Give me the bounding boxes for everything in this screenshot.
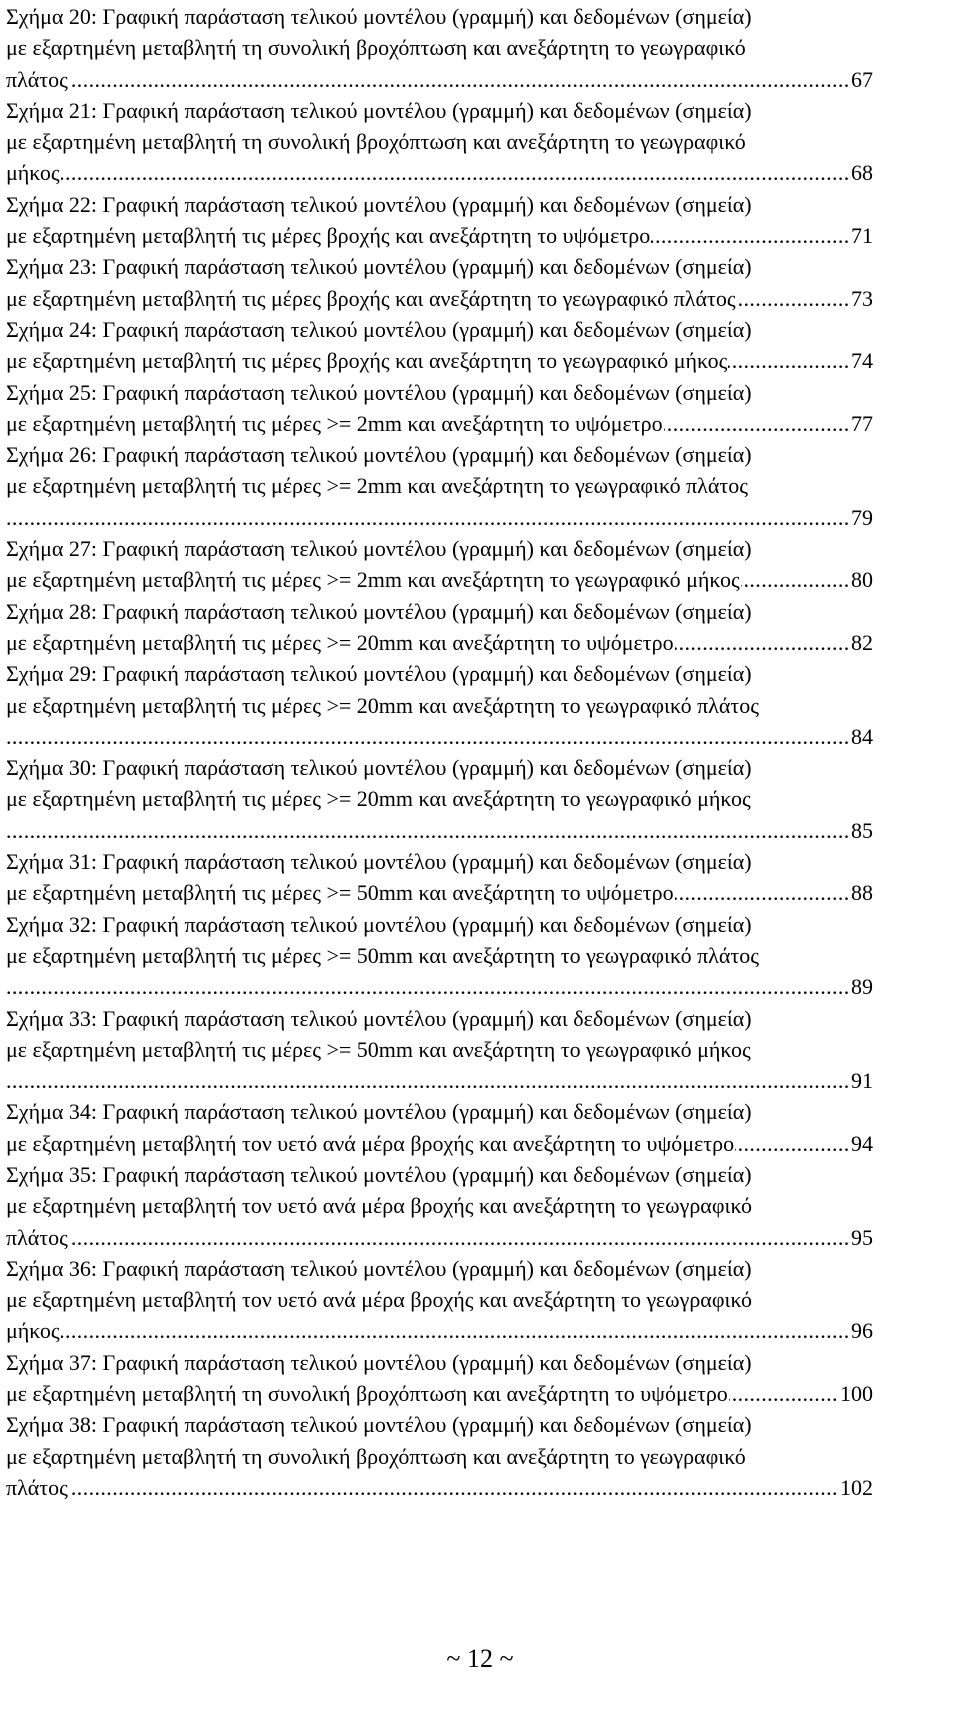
toc-entry-caption-end: μήκος: [6, 1318, 60, 1344]
dot-leader: [6, 1315, 873, 1346]
dot-leader: [6, 157, 873, 188]
toc-entry-caption-end: [6, 974, 7, 999]
toc-entry-caption: Σχήμα 31: Γραφική παράσταση τελικού μοντέλου (γραμμή) και δεδομένων (σημεία): [6, 849, 752, 875]
toc-entry-caption: Σχήμα 36: Γραφική παράσταση τελικού μοντέλου (γραμμή) και δεδομένων (σημεία): [6, 1255, 752, 1281]
toc-entry-caption: Σχήμα 28: Γραφική παράσταση τελικού μοντέλου (γραμμή) και δεδομένων (σημεία): [6, 598, 752, 624]
toc-leader-line: [6, 157, 873, 188]
toc-leader-line: [6, 408, 873, 439]
toc-page-number[interactable]: 80: [849, 564, 873, 595]
toc-entry[interactable]: [6, 658, 873, 752]
toc-leader-line: [6, 220, 873, 251]
toc-entry-caption: Σχήμα 21: Γραφική παράσταση τελικού μοντέλου (γραμμή) και δεδομένων (σημεία): [6, 97, 752, 123]
toc-entry[interactable]: [6, 1347, 873, 1410]
dot-leader: [6, 971, 873, 1002]
toc-entry[interactable]: [6, 95, 873, 189]
toc-entry-caption-continued: με εξαρτημένη μεταβλητή τις μέρες >= 50mm και ανεξάρτητη το υψόμετρο: [6, 880, 674, 906]
toc-page-number[interactable]: 95: [849, 1222, 873, 1253]
toc-entry[interactable]: [6, 377, 873, 440]
toc-entry[interactable]: [6, 596, 873, 659]
toc-entry-caption-end: [6, 724, 7, 749]
toc-page-number[interactable]: 74: [849, 345, 873, 376]
list-of-figures: [6, 1, 873, 1503]
toc-leader-line: [6, 1378, 873, 1409]
toc-leader-line: [6, 1472, 873, 1503]
toc-entry-caption-continued: με εξαρτημένη μεταβλητή τις μέρες >= 20mm και ανεξάρτητη το υψόμετρο: [6, 629, 674, 655]
toc-leader-line: [6, 1222, 873, 1253]
toc-entry-caption-end: μήκος: [6, 160, 60, 186]
dot-leader: [6, 1472, 873, 1503]
toc-entry[interactable]: [6, 1159, 873, 1253]
toc-entry-caption-continued: με εξαρτημένη μεταβλητή τη συνολική βροχόπτωση και ανεξάρτητη το γεωγραφικό: [6, 1443, 746, 1469]
toc-page-number[interactable]: 79: [849, 502, 873, 533]
toc-entry[interactable]: [6, 533, 873, 596]
dot-leader: [6, 64, 873, 95]
toc-entry-caption: Σχήμα 30: Γραφική παράσταση τελικού μοντέλου (γραμμή) και δεδομένων (σημεία): [6, 755, 752, 781]
toc-entry-caption-end: πλάτος: [6, 1224, 68, 1250]
toc-page-number[interactable]: 88: [849, 877, 873, 908]
toc-page-number[interactable]: 100: [838, 1378, 873, 1409]
toc-leader-line: [6, 1315, 873, 1346]
toc-page-number[interactable]: 82: [849, 627, 873, 658]
toc-page-number[interactable]: 84: [849, 721, 873, 752]
toc-entry-caption: Σχήμα 27: Γραφική παράσταση τελικού μοντέλου (γραμμή) και δεδομένων (σημεία): [6, 536, 752, 562]
toc-entry-caption-end: [6, 1068, 7, 1093]
toc-entry-caption: Σχήμα 37: Γραφική παράσταση τελικού μοντέλου (γραμμή) και δεδομένων (σημεία): [6, 1349, 752, 1375]
toc-entry-caption: Σχήμα 33: Γραφική παράσταση τελικού μοντέλου (γραμμή) και δεδομένων (σημεία): [6, 1005, 752, 1031]
toc-entry-caption-end: [6, 505, 7, 530]
toc-entry-caption-continued: με εξαρτημένη μεταβλητή τις μέρες >= 20mm και ανεξάρτητη το γεωγραφικό πλάτος: [6, 692, 759, 718]
toc-entry[interactable]: [6, 752, 873, 846]
toc-entry-caption: Σχήμα 24: Γραφική παράσταση τελικού μοντέλου (γραμμή) και δεδομένων (σημεία): [6, 316, 752, 342]
toc-page-number[interactable]: 96: [849, 1315, 873, 1346]
toc-entry-caption: Σχήμα 32: Γραφική παράσταση τελικού μοντέλου (γραμμή) και δεδομένων (σημεία): [6, 911, 752, 937]
toc-page-number[interactable]: 68: [849, 157, 873, 188]
toc-page-number[interactable]: 91: [849, 1065, 873, 1096]
toc-entry-caption: Σχήμα 29: Γραφική παράσταση τελικού μοντέλου (γραμμή) και δεδομένων (σημεία): [6, 661, 752, 687]
toc-entry-caption-continued: με εξαρτημένη μεταβλητή τις μέρες βροχής και ανεξάρτητη το υψόμετρο: [6, 223, 651, 249]
dot-leader: [6, 502, 873, 533]
toc-entry-caption-continued: με εξαρτημένη μεταβλητή τη συνολική βροχόπτωση και ανεξάρτητη το γεωγραφικό: [6, 35, 746, 61]
toc-entry-caption-continued: με εξαρτημένη μεταβλητή τις μέρες >= 50mm και ανεξάρτητη το γεωγραφικό πλάτος: [6, 942, 759, 968]
toc-entry-caption-continued: με εξαρτημένη μεταβλητή τον υετό ανά μέρα βροχής και ανεξάρτητη το υψόμετρο: [6, 1130, 735, 1156]
toc-leader-line: [6, 877, 873, 908]
toc-entry-caption: Σχήμα 20: Γραφική παράσταση τελικού μοντέλου (γραμμή) και δεδομένων (σημεία): [6, 4, 752, 29]
toc-entry-caption-continued: με εξαρτημένη μεταβλητή τις μέρες >= 2mm και ανεξάρτητη το γεωγραφικό πλάτος: [6, 473, 748, 499]
toc-page-number[interactable]: 77: [849, 408, 873, 439]
toc-leader-line: [6, 721, 873, 752]
toc-entry[interactable]: [6, 909, 873, 1003]
toc-entry-caption-continued: με εξαρτημένη μεταβλητή τις μέρες βροχής και ανεξάρτητη το γεωγραφικό πλάτος: [6, 285, 736, 311]
toc-leader-line: [6, 64, 873, 95]
toc-leader-line: [6, 971, 873, 1002]
toc-entry[interactable]: [6, 1003, 873, 1097]
toc-entry-caption-end: πλάτος: [6, 1474, 68, 1500]
toc-entry-caption-continued: με εξαρτημένη μεταβλητή τη συνολική βροχόπτωση και ανεξάρτητη το υψόμετρο: [6, 1381, 728, 1407]
toc-entry-caption-continued: με εξαρτημένη μεταβλητή τον υετό ανά μέρα βροχής και ανεξάρτητη το γεωγραφικό: [6, 1193, 753, 1219]
toc-entry[interactable]: [6, 1409, 873, 1503]
toc-entry-caption-continued: με εξαρτημένη μεταβλητή τις μέρες >= 50mm και ανεξάρτητη το γεωγραφικό μήκος: [6, 1036, 751, 1062]
toc-entry-caption-continued: με εξαρτημένη μεταβλητή τις μέρες >= 2mm και ανεξάρτητη το γεωγραφικό μήκος: [6, 567, 740, 593]
toc-page-number[interactable]: 67: [849, 64, 873, 95]
toc-entry-caption-continued: με εξαρτημένη μεταβλητή τις μέρες βροχής και ανεξάρτητη το γεωγραφικό μήκος: [6, 348, 728, 374]
toc-entry[interactable]: [6, 1253, 873, 1347]
toc-entry-caption-continued: με εξαρτημένη μεταβλητή τον υετό ανά μέρα βροχής και ανεξάρτητη το γεωγραφικό: [6, 1287, 753, 1313]
toc-entry-caption-continued: με εξαρτημένη μεταβλητή τη συνολική βροχόπτωση και ανεξάρτητη το γεωγραφικό: [6, 129, 746, 155]
toc-leader-line: [6, 502, 873, 533]
page-number-footer: ~ 12 ~: [446, 1644, 514, 1673]
toc-entry-caption: Σχήμα 34: Γραφική παράσταση τελικού μοντέλου (γραμμή) και δεδομένων (σημεία): [6, 1099, 752, 1125]
toc-leader-line: [6, 1065, 873, 1096]
toc-entry[interactable]: [6, 1096, 873, 1159]
toc-entry-caption: Σχήμα 35: Γραφική παράσταση τελικού μοντέλου (γραμμή) και δεδομένων (σημεία): [6, 1161, 752, 1187]
toc-page-number[interactable]: 73: [849, 283, 873, 314]
toc-leader-line: [6, 564, 873, 595]
dot-leader: [6, 815, 873, 846]
toc-entry-caption: Σχήμα 22: Γραφική παράσταση τελικού μοντέλου (γραμμή) και δεδομένων (σημεία): [6, 191, 752, 217]
toc-entry[interactable]: [6, 314, 873, 377]
toc-entry[interactable]: [6, 1, 873, 95]
toc-page-number[interactable]: 102: [838, 1472, 873, 1503]
dot-leader: [6, 1065, 873, 1096]
toc-entry-caption-end: [6, 818, 7, 843]
toc-page-number[interactable]: 94: [849, 1128, 873, 1159]
toc-page-number[interactable]: 85: [849, 815, 873, 846]
toc-leader-line: [6, 1128, 873, 1159]
toc-entry[interactable]: [6, 251, 873, 314]
toc-page-number[interactable]: 71: [849, 220, 873, 251]
toc-leader-line: [6, 815, 873, 846]
dot-leader: [6, 1222, 873, 1253]
toc-leader-line: [6, 345, 873, 376]
toc-entry[interactable]: [6, 189, 873, 252]
toc-entry-caption-end: πλάτος: [6, 66, 68, 92]
toc-page-number[interactable]: 89: [849, 971, 873, 1002]
toc-entry-caption: Σχήμα 38: Γραφική παράσταση τελικού μοντέλου (γραμμή) και δεδομένων (σημεία): [6, 1412, 752, 1438]
toc-leader-line: [6, 627, 873, 658]
toc-entry-caption: Σχήμα 26: Γραφική παράσταση τελικού μοντέλου (γραμμή) και δεδομένων (σημεία): [6, 442, 752, 468]
toc-entry-caption: Σχήμα 25: Γραφική παράσταση τελικού μοντέλου (γραμμή) και δεδομένων (σημεία): [6, 379, 752, 405]
toc-entry[interactable]: [6, 439, 873, 533]
toc-entry-caption-continued: με εξαρτημένη μεταβλητή τις μέρες >= 20mm και ανεξάρτητη το γεωγραφικό μήκος: [6, 786, 751, 812]
toc-entry-caption-continued: με εξαρτημένη μεταβλητή τις μέρες >= 2mm και ανεξάρτητη το υψόμετρο: [6, 410, 663, 436]
toc-leader-line: [6, 283, 873, 314]
toc-entry-caption: Σχήμα 23: Γραφική παράσταση τελικού μοντέλου (γραμμή) και δεδομένων (σημεία): [6, 254, 752, 280]
dot-leader: [6, 721, 873, 752]
toc-entry[interactable]: [6, 846, 873, 909]
